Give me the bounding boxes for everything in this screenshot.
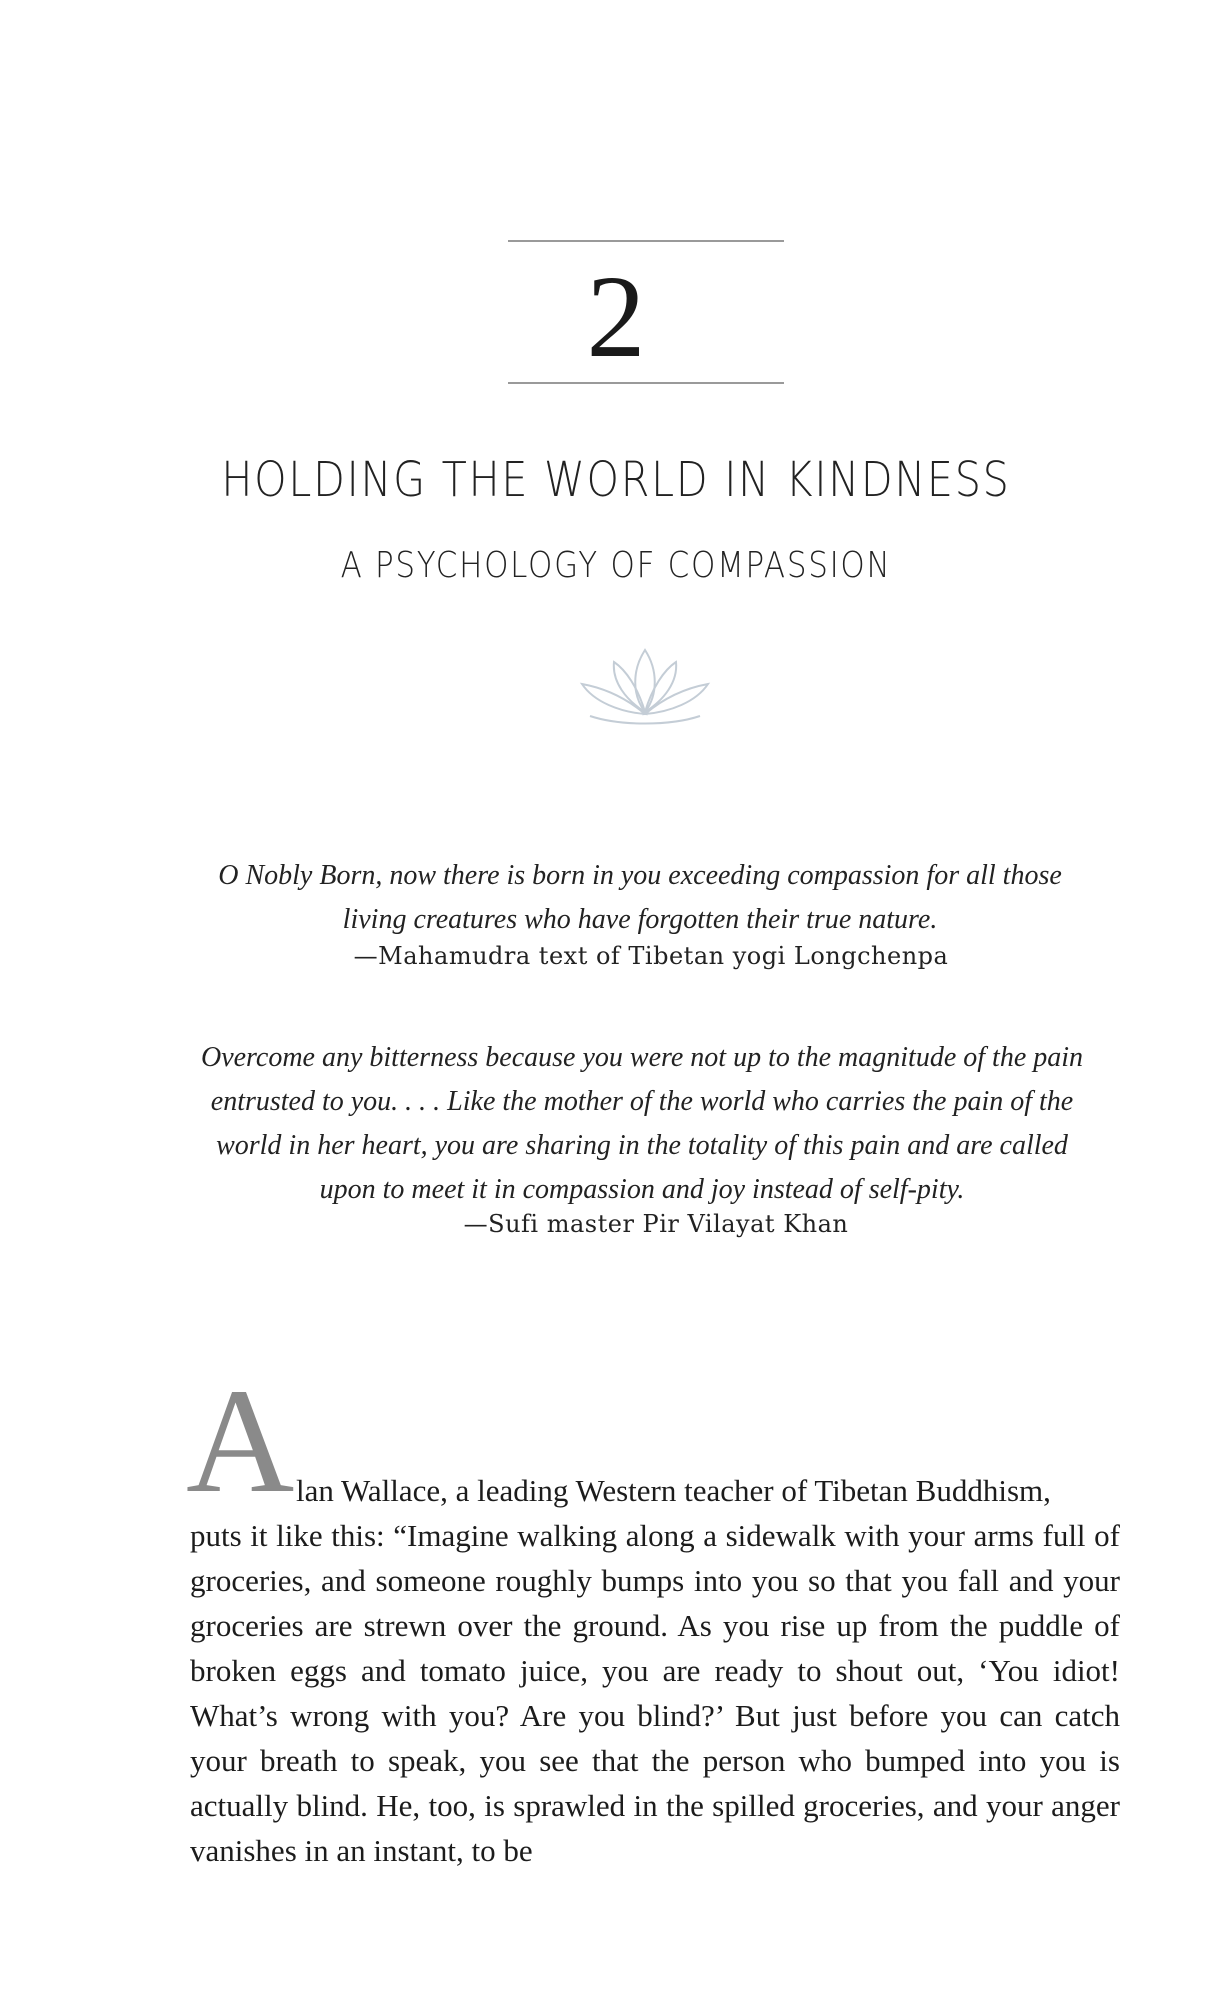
- epigraph-attribution: —Sufi master Pir Vilayat Khan: [463, 1210, 849, 1238]
- body-first-line: lan Wallace, a leading Western teacher of Tibetan Buddhism,: [296, 1473, 1051, 1508]
- drop-cap: A: [186, 1358, 295, 1524]
- epigraph-quote: O Nobly Born, now there is born in you exceeding compassion for all those living creatures who have forgotten their true nature.: [218, 860, 1062, 935]
- chapter-subtitle: A PSYCHOLOGY OF COMPASSION: [340, 545, 892, 586]
- epigraph-quote: Overcome any bitterness because you were not up to the magnitude of the pain entrusted to you. . . . Like the mother of the world who carries the pain of the world in her heart, you are sharing in the totality of this pain and are called upon to meet it in compassion and joy instead of self-pity.: [200, 1042, 1084, 1205]
- body-continuation: puts it like this: “Imagine walking along a sidewalk with your arms full of groceries, and someone roughly bumps into you so that you fall and your groceries are strewn over the ground. As you rise up from the puddle of broken eggs and tomato juice, you are ready to shout out, ‘You idiot! What’s wrong with you? Are you blind?’ But just before you can catch your breath to speak, you see that the person who bumped into you is actually blind. He, too, is sprawled in the spilled groceries, and your anger vanishes in an instant, to be: [190, 1518, 1120, 1868]
- chapter-bottom-rule: [508, 382, 784, 384]
- chapter-number: 2: [586, 251, 646, 382]
- chapter-title: HOLDING THE WORLD IN KINDNESS: [221, 452, 1011, 508]
- epigraph-attribution: —Mahamudra text of Tibetan yogi Longchenpa: [353, 942, 949, 970]
- lotus-icon: [560, 640, 730, 730]
- body-paragraph: [190, 1468, 1120, 1873]
- chapter-top-rule: [508, 240, 784, 242]
